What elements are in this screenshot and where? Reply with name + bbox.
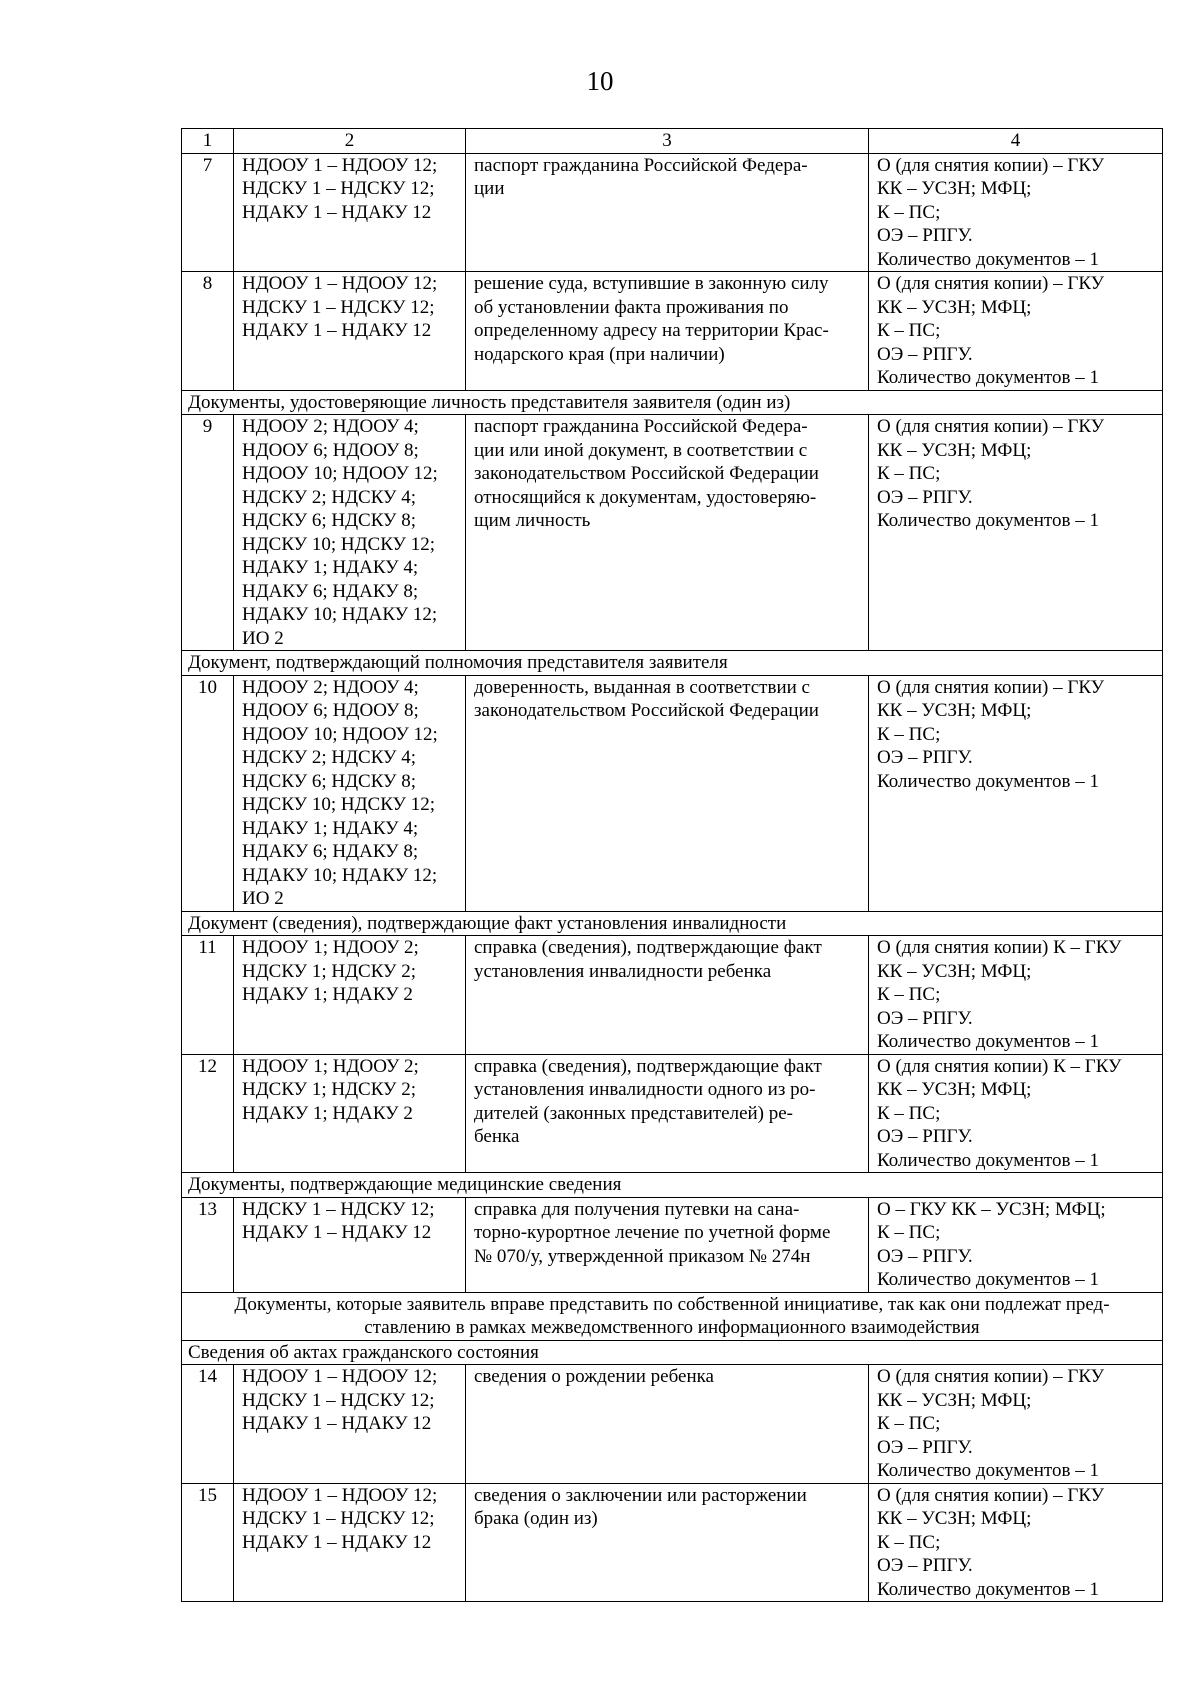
cell-line: НДООУ 1 – НДООУ 12; — [242, 154, 438, 176]
table-row — [182, 415, 1163, 651]
cell-line: О (для снятия копии) К – ГКУ — [877, 1055, 1122, 1077]
table-row — [182, 1197, 1163, 1292]
section-header-row — [182, 651, 1163, 676]
cell-line: ОЭ – РПГУ. — [877, 1245, 973, 1267]
submission-info-cell — [869, 675, 1163, 911]
cell-line: НДАКУ 1 – НДАКУ 12 — [242, 320, 432, 341]
cell-line: НДСКУ 10; НДСКУ 12; — [242, 533, 436, 555]
cell-line: Сведения об актах гражданского состояния — [188, 1341, 539, 1363]
table-row — [182, 1365, 1163, 1484]
cell-line: КК – УСЗН; МФЦ; — [877, 1079, 1032, 1100]
section-title — [182, 1340, 1163, 1365]
submission-info-cell — [869, 272, 1163, 391]
page-number: 10 — [586, 66, 614, 96]
cell-line: О (для снятия копии) – ГКУ — [877, 676, 1105, 698]
cell-line: Количество документов – 1 — [877, 1149, 1099, 1171]
cell-line: НДАКУ 1 – НДАКУ 12 — [242, 1531, 432, 1553]
applicant-categories-cell — [234, 675, 466, 911]
cell-line: паспорт гражданина Российской Федера- — [474, 416, 808, 437]
cell-line: № 070/у, утвержденной приказом № 274н — [474, 1245, 811, 1267]
submission-info-cell — [869, 1054, 1163, 1173]
document-name-cell — [466, 1483, 869, 1602]
row-number: 8 — [182, 272, 234, 391]
row-number: 12 — [182, 1054, 234, 1173]
cell-line: НДАКУ 1; НДАКУ 4; — [242, 817, 419, 839]
section-header-row — [182, 911, 1163, 936]
cell-line: О – ГКУ КК – УСЗН; МФЦ; — [877, 1198, 1106, 1220]
cell-line: ИО 2 — [242, 888, 284, 909]
cell-line: ОЭ – РПГУ. — [877, 225, 973, 246]
row-number: 9 — [182, 415, 234, 651]
cell-line: О (для снятия копии) – ГКУ — [877, 273, 1105, 294]
cell-line: КК – УСЗН; МФЦ; — [877, 1508, 1032, 1529]
cell-line: НДООУ 1 – НДООУ 12; — [242, 273, 438, 294]
cell-line: Количество документов – 1 — [877, 1269, 1099, 1290]
applicant-categories-cell — [234, 1054, 466, 1173]
cell-line: НДСКУ 2; НДСКУ 4; — [242, 747, 417, 768]
cell-line: брака (один из) — [474, 1508, 598, 1529]
cell-line: К – ПС; — [877, 984, 941, 1005]
cell-line: КК – УСЗН; МФЦ; — [877, 700, 1032, 721]
cell-line: НДАКУ 1 – НДАКУ 12 — [242, 1222, 432, 1243]
cell-line: сведения о заключении или расторжении — [474, 1484, 807, 1506]
cell-line: НДАКУ 1; НДАКУ 2 — [242, 984, 413, 1005]
document-name-cell — [466, 1365, 869, 1484]
column-number: 2 — [234, 129, 466, 154]
cell-line: НДСКУ 1; НДСКУ 2; — [242, 960, 417, 982]
section-title — [182, 1173, 1163, 1198]
cell-line: НДООУ 2; НДООУ 4; — [242, 676, 419, 698]
section-title — [182, 390, 1163, 415]
column-number: 4 — [869, 129, 1163, 154]
row-number: 13 — [182, 1197, 234, 1292]
cell-line: К – ПС; — [877, 1102, 941, 1124]
cell-line: сведения о рождении ребенка — [474, 1366, 714, 1387]
cell-line: НДСКУ 6; НДСКУ 8; — [242, 770, 417, 792]
cell-line: ОЭ – РПГУ. — [877, 1007, 973, 1029]
cell-line: К – ПС; — [877, 723, 941, 745]
cell-line: НДООУ 1 – НДООУ 12; — [242, 1484, 438, 1506]
section-title — [182, 651, 1163, 676]
cell-line: ОЭ – РПГУ. — [877, 1436, 973, 1458]
table-body — [182, 129, 1163, 1602]
cell-line: справка (сведения), подтверждающие факт — [474, 1055, 822, 1077]
cell-line: нодарского края (при наличии) — [474, 343, 725, 365]
cell-line: К – ПС; — [877, 1413, 941, 1434]
cell-line: бенка — [474, 1126, 520, 1147]
cell-line: установления инвалидности одного из ро- — [474, 1079, 816, 1100]
cell-line: НДСКУ 1 – НДСКУ 12; — [242, 296, 435, 318]
row-number: 10 — [182, 675, 234, 911]
cell-line: НДООУ 2; НДООУ 4; — [242, 416, 419, 437]
applicant-categories-cell — [234, 272, 466, 391]
cell-line: НДАКУ 1 – НДАКУ 12 — [242, 1413, 432, 1434]
cell-line: КК – УСЗН; МФЦ; — [877, 960, 1032, 982]
cell-line: О (для снятия копии) – ГКУ — [877, 154, 1105, 176]
cell-line: К – ПС; — [877, 463, 941, 484]
applicant-categories-cell — [234, 415, 466, 651]
row-number: 15 — [182, 1483, 234, 1602]
column-number: 3 — [466, 129, 869, 154]
cell-line: КК – УСЗН; МФЦ; — [877, 296, 1032, 318]
cell-line: К – ПС; — [877, 320, 941, 341]
cell-line: НДСКУ 6; НДСКУ 8; — [242, 510, 417, 531]
cell-line: Количество документов – 1 — [877, 510, 1099, 531]
applicant-categories-cell — [234, 1365, 466, 1484]
cell-line: щим личность — [474, 510, 591, 531]
cell-line: НДООУ 1 – НДООУ 12; — [242, 1366, 438, 1387]
cell-line: Документ (сведения), подтверждающие факт установления инвалидности — [188, 912, 787, 934]
cell-line: О (для снятия копии) – ГКУ — [877, 1366, 1105, 1387]
cell-line: Количество документов – 1 — [877, 1031, 1099, 1052]
cell-line: КК – УСЗН; МФЦ; — [877, 178, 1032, 199]
section-header-row — [182, 1173, 1163, 1198]
cell-line: НДСКУ 1; НДСКУ 2; — [242, 1079, 417, 1100]
cell-line: паспорт гражданина Российской Федера- — [474, 154, 808, 176]
document-name-cell — [466, 936, 869, 1055]
cell-line: КК – УСЗН; МФЦ; — [877, 439, 1032, 461]
table-row — [182, 153, 1163, 272]
submission-info-cell — [869, 415, 1163, 651]
cell-line: ОЭ – РПГУ. — [877, 343, 973, 365]
cell-line: ОЭ – РПГУ. — [877, 1555, 973, 1576]
submission-info-cell — [869, 153, 1163, 272]
cell-line: Документы, удостоверяющие личность представителя заявителя (один из) — [188, 391, 791, 413]
cell-line: Документы, подтверждающие медицинские сведения — [188, 1174, 622, 1195]
section-header-row — [182, 390, 1163, 415]
cell-line: НДАКУ 1; НДАКУ 4; — [242, 557, 419, 578]
cell-line: НДСКУ 1 – НДСКУ 12; — [242, 178, 435, 199]
cell-line: НДАКУ 10; НДАКУ 12; — [242, 604, 438, 625]
cell-line: НДСКУ 1 – НДСКУ 12; — [242, 1198, 435, 1220]
cell-line: НДСКУ 1 – НДСКУ 12; — [242, 1508, 435, 1529]
cell-line: НДООУ 1; НДООУ 2; — [242, 1055, 419, 1077]
cell-line: НДСКУ 2; НДСКУ 4; — [242, 486, 417, 508]
applicant-categories-cell — [234, 153, 466, 272]
column-number: 1 — [182, 129, 234, 154]
document-name-cell — [466, 272, 869, 391]
section-header-row — [182, 1292, 1163, 1340]
cell-line: законодательством Российской Федерации — [474, 463, 819, 484]
cell-line: Документы, которые заявитель вправе представить по собственной инициативе, так как они подлежат пред- — [234, 1293, 1110, 1315]
cell-line: НДАКУ 6; НДАКУ 8; — [242, 580, 419, 602]
cell-line: НДООУ 10; НДООУ 12; — [242, 723, 438, 745]
applicant-categories-cell — [234, 1483, 466, 1602]
cell-line: торно-курортное лечение по учетной форме — [474, 1222, 831, 1243]
cell-line: НДАКУ 1; НДАКУ 2 — [242, 1102, 413, 1124]
cell-line: решение суда, вступившие в законную силу — [474, 273, 829, 294]
cell-line: НДАКУ 6; НДАКУ 8; — [242, 841, 419, 862]
cell-line: К – ПС; — [877, 1531, 941, 1553]
cell-line: об установлении факта проживания по — [474, 296, 789, 318]
cell-line: Документ, подтверждающий полномочия представителя заявителя — [188, 652, 728, 673]
submission-info-cell — [869, 1365, 1163, 1484]
cell-line: ОЭ – РПГУ. — [877, 1126, 973, 1147]
cell-line: ции — [474, 178, 505, 199]
cell-line: НДСКУ 10; НДСКУ 12; — [242, 794, 436, 815]
cell-line: К – ПС; — [877, 1222, 941, 1243]
row-number: 14 — [182, 1365, 234, 1484]
cell-line: КК – УСЗН; МФЦ; — [877, 1389, 1032, 1411]
cell-line: справка для получения путевки на сана- — [474, 1198, 800, 1220]
cell-line: Количество документов – 1 — [877, 1460, 1099, 1481]
cell-line: Количество документов – 1 — [877, 367, 1099, 388]
table-row — [182, 675, 1163, 911]
cell-line: НДООУ 6; НДООУ 8; — [242, 439, 419, 461]
cell-line: НДООУ 10; НДООУ 12; — [242, 463, 438, 484]
cell-line: установления инвалидности ребенка — [474, 960, 772, 982]
document-name-cell — [466, 415, 869, 651]
applicant-categories-cell — [234, 1197, 466, 1292]
document-name-cell — [466, 1197, 869, 1292]
table-row — [182, 936, 1163, 1055]
table-row — [182, 272, 1163, 391]
cell-line: справка (сведения), подтверждающие факт — [474, 937, 822, 958]
submission-info-cell — [869, 1197, 1163, 1292]
cell-line: ставлению в рамках межведомственного информационного взаимодействия — [364, 1317, 980, 1338]
cell-line: НДАКУ 10; НДАКУ 12; — [242, 864, 438, 886]
cell-line: НДАКУ 1 – НДАКУ 12 — [242, 201, 432, 223]
document-name-cell — [466, 1054, 869, 1173]
cell-line: Количество документов – 1 — [877, 248, 1099, 270]
cell-line: ции или иной документ, в соответствии с — [474, 439, 808, 461]
section-title — [182, 1292, 1163, 1340]
submission-info-cell — [869, 1483, 1163, 1602]
cell-line: определенному адресу на территории Крас- — [474, 320, 829, 341]
row-number: 11 — [182, 936, 234, 1055]
cell-line: дителей (законных представителей) ре- — [474, 1102, 794, 1124]
cell-line: ОЭ – РПГУ. — [877, 747, 973, 768]
submission-info-cell — [869, 936, 1163, 1055]
cell-line: Количество документов – 1 — [877, 1578, 1099, 1600]
cell-line: НДООУ 1; НДООУ 2; — [242, 937, 419, 958]
column-number-row — [182, 129, 1163, 154]
section-title — [182, 911, 1163, 936]
document-name-cell — [466, 675, 869, 911]
table-row — [182, 1483, 1163, 1602]
cell-line: доверенность, выданная в соответствии с — [474, 676, 810, 698]
cell-line: относящийся к документам, удостоверяю- — [474, 486, 817, 508]
cell-line: О (для снятия копии) К – ГКУ — [877, 937, 1122, 958]
cell-line: НДООУ 6; НДООУ 8; — [242, 700, 419, 721]
cell-line: ИО 2 — [242, 627, 284, 649]
cell-line: законодательством Российской Федерации — [474, 700, 819, 721]
table-row — [182, 1054, 1163, 1173]
cell-line: Количество документов – 1 — [877, 770, 1099, 792]
section-header-row — [182, 1340, 1163, 1365]
documents-table — [181, 128, 1163, 1602]
cell-line: ОЭ – РПГУ. — [877, 486, 973, 508]
applicant-categories-cell — [234, 936, 466, 1055]
document-name-cell — [466, 153, 869, 272]
cell-line: К – ПС; — [877, 201, 941, 223]
cell-line: НДСКУ 1 – НДСКУ 12; — [242, 1389, 435, 1411]
row-number: 7 — [182, 153, 234, 272]
cell-line: О (для снятия копии) – ГКУ — [877, 1484, 1105, 1506]
cell-line: О (для снятия копии) – ГКУ — [877, 416, 1105, 437]
